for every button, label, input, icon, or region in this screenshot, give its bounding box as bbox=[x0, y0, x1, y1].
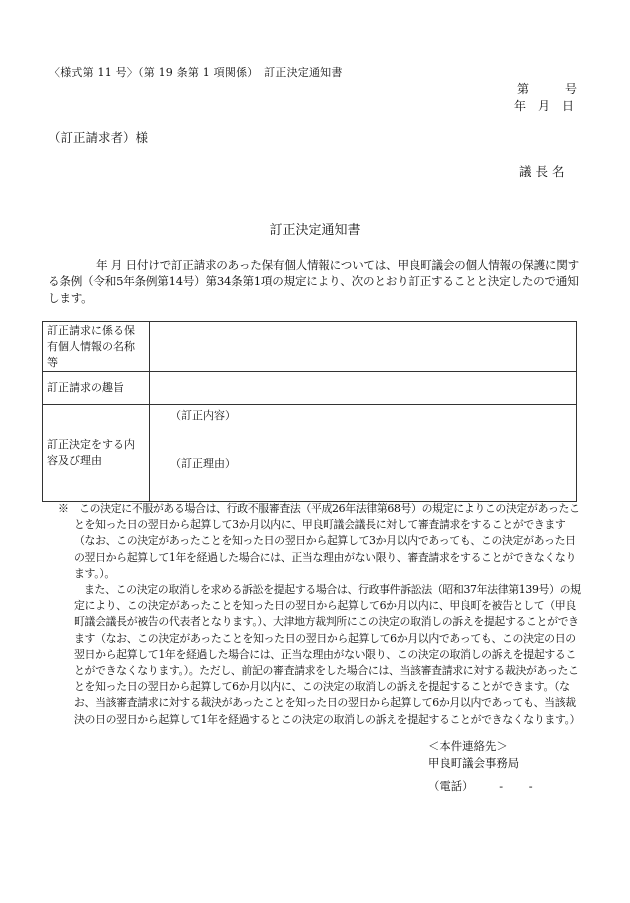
table-row bbox=[43, 322, 577, 372]
notice-body: 年 月 日付けで訂正請求のあった保有個人情報については、甲良町議会の個人情報の保護に関する条例（令和5年条例第14号）第34条第1項の規定により、次のとおり訂正することと決定したので通知します。 bbox=[48, 258, 579, 305]
decision-reason-value bbox=[150, 405, 577, 502]
contact-telephone bbox=[428, 778, 533, 795]
correction-info-table bbox=[42, 321, 577, 502]
note-review-request: ※ この決定に不服がある場合は、行政不服審査法（平成26年法律第68号）の規定によりこの決定があったことを知った日の翌日から起算して3か月以内に、甲良町議会議長に対して審査請求をすることができます（なお、この決定があったことを知った日の翌日から起算して3か月以内であっても、この決定があった日の翌日から起算して1年を経過した場合には、正当な理由がない限り、審査請求をすることができなくなります。）。 bbox=[58, 502, 580, 580]
sender-name: 議 長 名 bbox=[519, 164, 565, 179]
contact-block bbox=[428, 738, 533, 795]
contact-office: 甲良町議会事務局 bbox=[428, 756, 520, 770]
telephone-label: （電話） bbox=[428, 779, 474, 793]
contact-heading: ＜本件連絡先＞ bbox=[428, 739, 508, 753]
telephone-separator: - bbox=[528, 779, 533, 793]
info-name-value bbox=[150, 322, 577, 372]
recipient-name: （訂正請求者）様 bbox=[48, 130, 149, 145]
info-name-label: 訂正請求に係る保有個人情報の名称等 bbox=[43, 322, 150, 372]
appeal-notes bbox=[58, 501, 582, 728]
document-title: 訂正決定通知書 bbox=[269, 223, 361, 238]
correction-content-label: （訂正内容） bbox=[170, 409, 236, 422]
telephone-separator: - bbox=[499, 779, 504, 793]
document-number: 第 号 bbox=[517, 82, 578, 96]
decision-reason-label: 訂正決定をする内容及び理由 bbox=[43, 405, 150, 502]
form-reference: 〈様式第 11 号〉（第 19 条第 1 項関係） 訂正決定通知書 bbox=[49, 66, 343, 79]
request-purpose-value bbox=[150, 372, 577, 405]
document-date: 年 月 日 bbox=[514, 99, 575, 113]
table-row bbox=[43, 405, 577, 502]
request-purpose-label: 訂正請求の趣旨 bbox=[43, 372, 150, 405]
table-row bbox=[43, 372, 577, 405]
note-lawsuit: また、この決定の取消しを求める訴訟を提起する場合は、行政事件訴訟法（昭和37年法律第139号）の規定により、この決定があったことを知った日の翌日から起算して6か月以内に、甲良町を被告として（甲良町議会議長が被告の代表者となります。）、大津地方裁判所にこの決定の取消しの訴えを提起することができます（なお、この決定があったことを知った日の翌日から起算して6か月以内であっても、この決定の日の翌日から起算して1年を経過した場合には、正当な理由がない限り、この決定の取消しの訴えを提起することができなくなります。）。ただし、前記の審査請求をした場合には、当該審査請求に対する裁決があったことを知った日の翌日から起算して6か月以内に、この決定の取消しの訴えを提起することができます。（なお、当該審査請求に対する裁決があったことを知った日の翌日から起算して6か月以内であっても、当該裁決の日の翌日から起算して1年を経過するとこの決定の取消しの訴えを提起することができなくなります。） bbox=[74, 583, 581, 726]
correction-reason-label: （訂正理由） bbox=[170, 457, 236, 470]
